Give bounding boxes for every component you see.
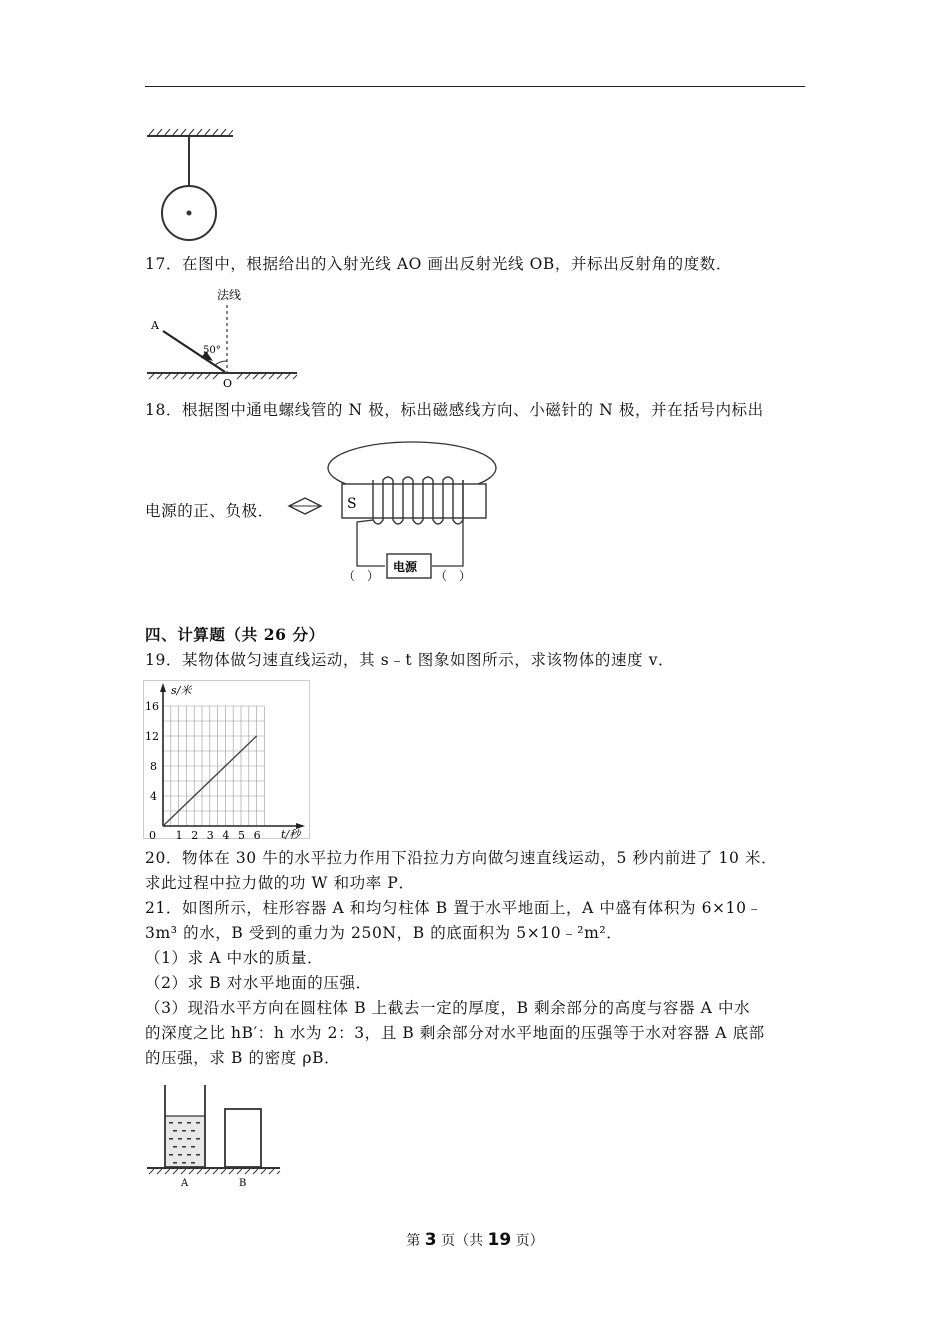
footer-suffix: 页） — [515, 1233, 544, 1249]
x-axis-label: t/秒 — [281, 828, 301, 840]
compass-needle-icon — [289, 498, 321, 514]
x-tick-label: 2 — [191, 829, 199, 840]
q21-sub3-line3: 的压强，求 B 的密度 ρB． — [145, 1049, 341, 1067]
reflection-figure — [145, 283, 305, 391]
container-figure — [145, 1075, 285, 1190]
cylinder-b-label: B — [239, 1178, 247, 1189]
solenoid-pole-label: S — [347, 496, 357, 512]
q21-sub3-line2: 的深度之比 hB′：h 水为 2：3，且 B 剩余部分对水平地面的压强等于水对容器 A 底部 — [145, 1024, 765, 1042]
power-source-label: 电源 — [393, 560, 418, 574]
q18-text-line1: 18．根据图中通电螺线管的 N 极，标出磁感线方向、小磁针的 N 极，并在括号内标出 — [145, 401, 764, 419]
solenoid-figure — [285, 440, 500, 590]
y-tick-label: 4 — [150, 790, 157, 803]
q20-text-line1: 20．物体在 30 牛的水平拉力作用下沿拉力方向做匀速直线运动，5 秒内前进了 10 米． — [145, 849, 778, 867]
q21-sub3-line1: （3）现沿水平方向在圆柱体 B 上截去一定的厚度，B 剩余部分的高度与容器 A 中水 — [145, 999, 751, 1017]
x-tick-label: 3 — [206, 829, 214, 840]
x-tick-label: 0 — [149, 829, 156, 840]
right-terminal-paren: （ ） — [435, 569, 472, 583]
y-tick-label: 12 — [145, 730, 159, 743]
footer-mid: 页（共 — [441, 1233, 484, 1249]
q17-text: 17．在图中，根据给出的入射光线 AO 画出反射光线 OB，并标出反射角的度数． — [145, 255, 733, 273]
ball-center — [187, 211, 192, 216]
x-tick-label: 5 — [238, 829, 245, 840]
point-label: O — [223, 377, 233, 390]
footer-prefix: 第 — [406, 1233, 421, 1249]
angle-arc — [215, 361, 227, 365]
cylinder-b — [225, 1109, 261, 1167]
y-tick-label: 16 — [145, 700, 159, 713]
water — [165, 1116, 205, 1167]
q18-text-line2: 电源的正、负极． — [145, 502, 274, 520]
left-terminal-paren: （ ） — [343, 569, 380, 583]
chart-frame — [144, 681, 310, 839]
y-axis-label: s/米 — [171, 684, 192, 697]
ground-hatch — [149, 1169, 280, 1174]
container-a-label: A — [181, 1178, 189, 1189]
pendulum-figure — [145, 126, 245, 246]
q21-text-line2: 3m³ 的水，B 受到的重力为 250N，B 的底面积为 5×10﹣²m²． — [145, 924, 623, 942]
q19-text: 19．某物体做匀速直线运动，其 s﹣t 图象如图所示，求该物体的速度 v． — [145, 651, 675, 669]
page-footer — [0, 1230, 950, 1250]
q21-sub2: （2）求 B 对水平地面的压强． — [145, 974, 372, 992]
angle-label: 50° — [203, 345, 221, 356]
solenoid-core — [342, 484, 486, 518]
footer-page-number: 3 — [424, 1230, 437, 1250]
x-tick-label: 4 — [222, 829, 230, 840]
section-4-title: 四、计算题（共 26 分） — [145, 625, 325, 644]
footer-total-pages: 19 — [487, 1230, 512, 1250]
st-chart — [143, 680, 311, 840]
ceiling-hatch — [147, 129, 233, 136]
ray-label: A — [151, 319, 159, 332]
q21-sub1: （1）求 A 中水的质量． — [145, 949, 324, 967]
x-tick-label: 6 — [253, 829, 261, 840]
normal-label: 法线 — [217, 288, 242, 302]
q20-text-line2: 求此过程中拉力做的功 W 和功率 P． — [145, 874, 415, 892]
header-rule — [145, 86, 805, 87]
x-tick-label: 1 — [175, 829, 183, 840]
q21-text-line1: 21．如图所示，柱形容器 A 和均匀柱体 B 置于水平地面上，A 中盛有体积为 6×10﹣ — [145, 899, 763, 917]
wire-left — [357, 520, 385, 566]
y-tick-label: 8 — [150, 760, 157, 773]
